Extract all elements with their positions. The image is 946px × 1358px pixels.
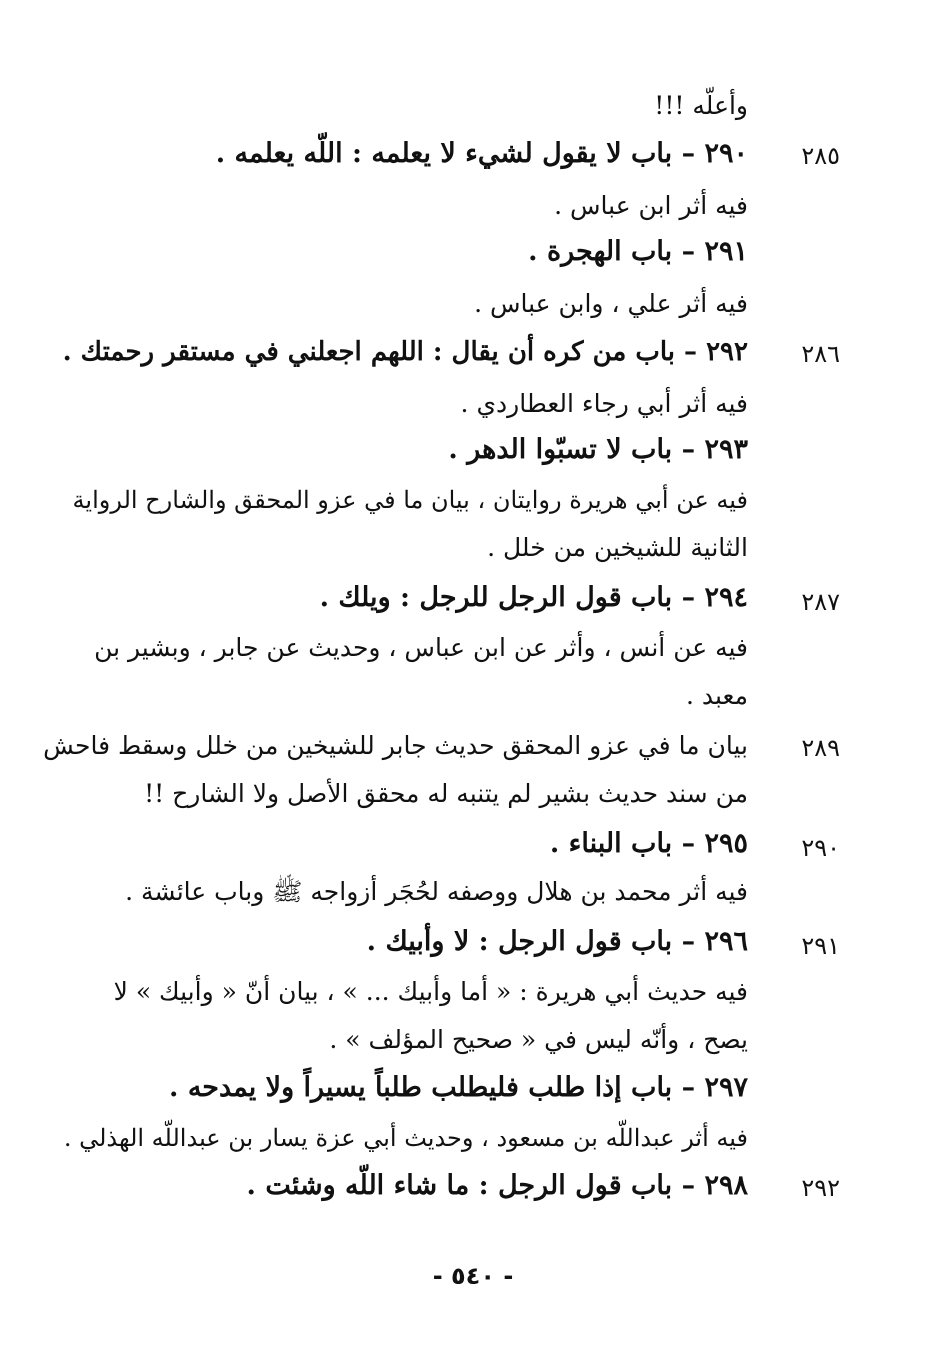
margin-number: ٢٩١ [801, 932, 840, 960]
chapter-heading: ٢٩١ – باب الهجرة . [528, 236, 748, 267]
margin-number: ٢٩٠ [801, 834, 840, 862]
chapter-heading: ٢٩٤ – باب قول الرجل للرجل : ويلك . [319, 582, 748, 613]
text-line: فيه أثر أبي رجاء العطاردي . [460, 389, 748, 418]
chapter-heading: ٢٩٠ – باب لا يقول لشيء لا يعلمه : اللّه يعلمه . [215, 138, 748, 169]
text-line: الثانية للشيخين من خلل . [487, 533, 748, 562]
text-line: بيان ما في عزو المحقق حديث جابر للشيخين من خلل وسقط فاحش [43, 731, 748, 760]
chapter-heading: ٢٩٨ – باب قول الرجل : ما شاء اللّه وشئت . [246, 1170, 748, 1201]
text-line: فيه أثر محمد بن هلال ووصفه لحُجَر أزواجه ﷺ وباب عائشة . [125, 877, 748, 906]
margin-number: ٢٨٩ [801, 734, 840, 762]
text-line: فيه عن أبي هريرة روايتان ، بيان ما في عزو المحقق والشارح الرواية [72, 486, 748, 514]
margin-number: ٢٩٢ [801, 1174, 840, 1202]
margin-number: ٢٨٦ [801, 340, 840, 368]
text-line: يصح ، وأنّه ليس في « صحيح المؤلف » . [329, 1025, 748, 1054]
chapter-heading: ٢٩٣ – باب لا تسبّوا الدهر . [448, 434, 748, 465]
margin-number: ٢٨٧ [801, 588, 840, 616]
chapter-heading: ٢٩٢ – باب من كره أن يقال : اللهم اجعلني في مستقر رحمتك . [62, 337, 748, 367]
text-line: فيه أثر عبداللّه بن مسعود ، وحديث أبي عزة يسار بن عبداللّه الهذلي . [63, 1124, 748, 1152]
text-line: فيه أثر ابن عباس . [554, 191, 748, 220]
text-line: فيه أثر علي ، وابن عباس . [474, 289, 748, 318]
chapter-heading: ٢٩٧ – باب إذا طلب فليطلب طلباً يسيراً ولا يمدحه . [169, 1072, 748, 1103]
page-number: - ٥٤٠ - [432, 1262, 514, 1290]
text-line: وأعلّه !!! [654, 91, 748, 120]
chapter-heading: ٢٩٦ – باب قول الرجل : لا وأبيك . [366, 926, 748, 957]
chapter-heading: ٢٩٥ – باب البناء . [549, 828, 748, 859]
text-line: فيه عن أنس ، وأثر عن ابن عباس ، وحديث عن جابر ، وبشير بن [94, 633, 748, 662]
text-line: فيه حديث أبي هريرة : « أما وأبيك ... » ، بيان أنّ « وأبيك » لا [113, 977, 748, 1006]
text-line: من سند حديث بشير لم يتنبه له محقق الأصل ولا الشارح !! [144, 779, 748, 808]
margin-number: ٢٨٥ [801, 142, 840, 170]
text-line: معبد . [685, 681, 748, 710]
